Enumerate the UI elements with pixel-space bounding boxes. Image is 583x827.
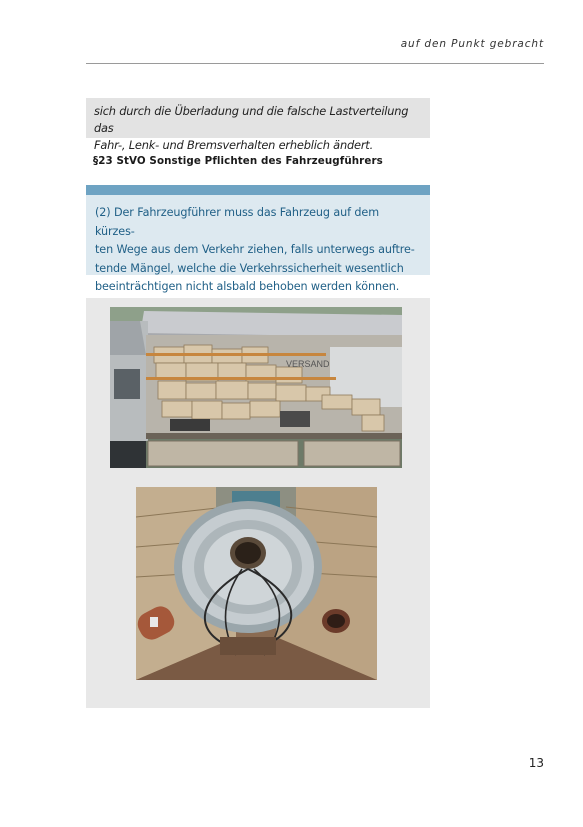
truck-sign-text: VERSAND: [286, 359, 330, 369]
header-divider: [86, 63, 544, 64]
overloaded-truck-photo: [110, 307, 402, 468]
section-heading: §23 StVO Sonstige Pflichten des Fahrzeugführers: [93, 155, 383, 167]
steel-coil-load-photo: [136, 487, 377, 680]
intro-text-box: [86, 98, 430, 152]
law-line-4: beeinträchtigen nicht alsbald behoben werden können.: [95, 280, 400, 293]
law-line-1: (2) Der Fahrzeugführer muss das Fahrzeug auf dem kürzes-: [95, 206, 379, 238]
intro-line-2: Fahr-, Lenk- und Bremsverhalten erheblich ändert.: [94, 138, 373, 152]
law-text-box: [86, 195, 430, 293]
law-box-accent-bar: [86, 185, 430, 195]
intro-line-1: sich durch die Überladung und die falsche Lastverteilung das: [94, 104, 409, 135]
law-line-2: ten Wege aus dem Verkehr ziehen, falls unterwegs auftre-: [95, 243, 415, 256]
page-number: 13: [528, 756, 544, 770]
running-header: auf den Punkt gebracht: [400, 38, 544, 50]
law-line-3: tende Mängel, welche die Verkehrssicherheit wesentlich: [95, 261, 404, 275]
